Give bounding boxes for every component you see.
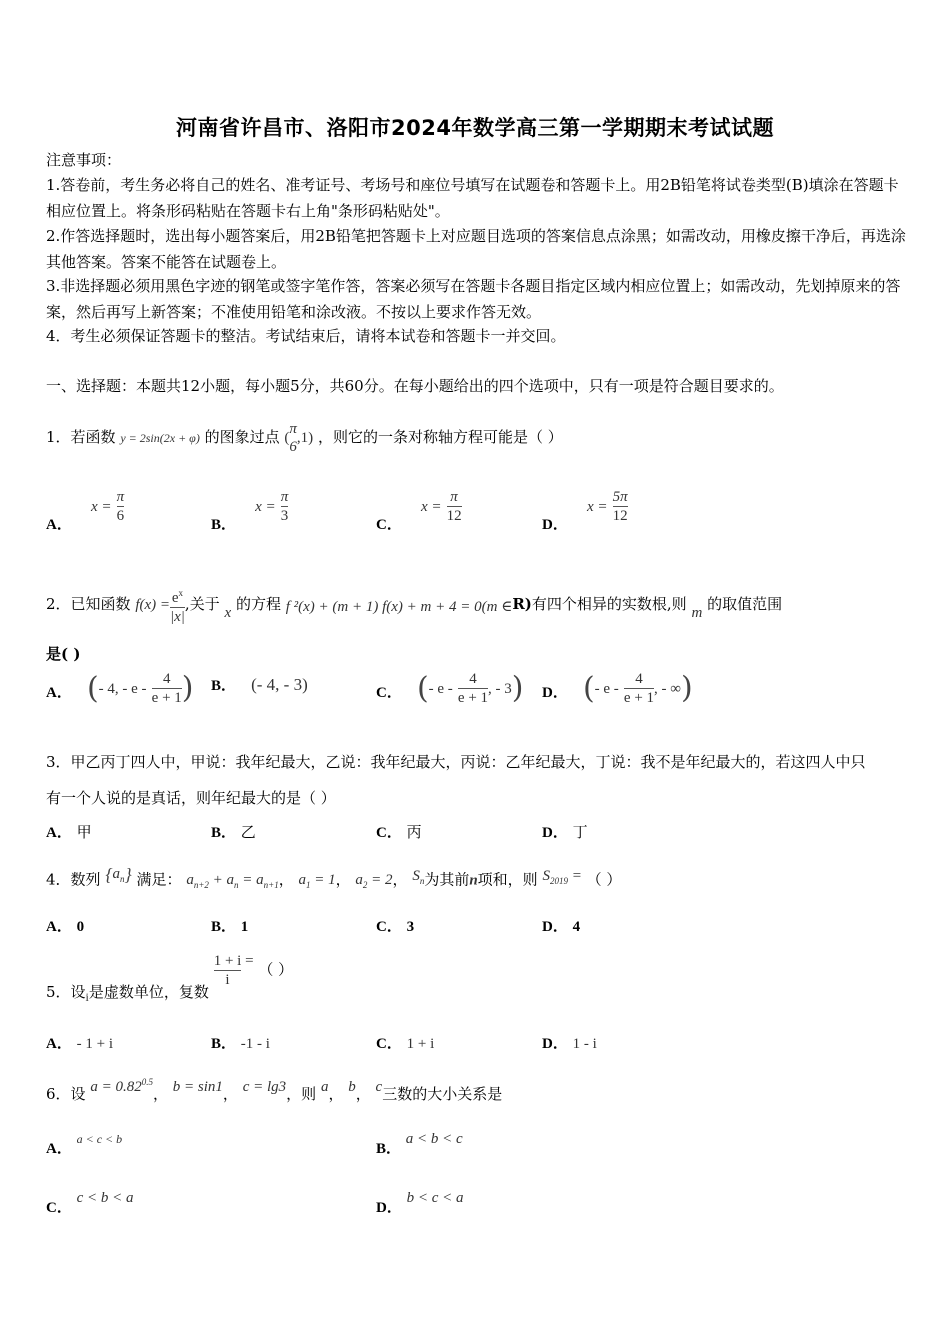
q4-a2: $a_2 = 2$	[355, 872, 393, 891]
q1-option-b-fraction: $\frac{\pi}{3}$	[280, 489, 289, 524]
notice-item-1: 1.答卷前，考生务必将自己的姓名、准考证号、考场号和座位号填写在试题卷和答题卡上。用2B铅笔将试卷类型(B)填涂在答题卡相应位置上。将条形码粘贴在答题卡右上角"条形码粘贴处"。	[46, 176, 899, 220]
q1-mid: 的图象过点	[204, 428, 280, 446]
q4-option-c[interactable]: C． 3	[376, 919, 415, 935]
q5-i: i	[85, 989, 89, 1004]
question-1	[46, 420, 563, 456]
q1-suffix: ，则它的一条对称轴方程可能是（ ）	[317, 428, 563, 446]
q4-n: n	[469, 872, 478, 889]
q3-option-c[interactable]: C． 丙	[376, 823, 422, 841]
notice-item-4: 4．考生必须保证答题卡的整洁。考试结束后，请将本试卷和答题卡一并交回。	[46, 327, 566, 345]
q6-option-a[interactable]: A． a < c < b	[46, 1132, 123, 1157]
q2-f-fraction: $\frac{e^x}{|x|}$	[170, 588, 185, 625]
q3-line2: 有一个人说的是真话，则年纪最大的是（ ）	[46, 789, 336, 807]
q4-option-d[interactable]: D． 4	[542, 919, 581, 935]
q2-option-d-fraction: $\frac{4}{e + 1}$	[623, 671, 655, 706]
notice-item-2: 2.作答选择题时，选出每小题答案后，用2B铅笔把答题卡上对应题目选项的答案信息点涂黑；如需改动，用橡皮擦干净后，再选涂其他答案。答案不能答在试题卷上。	[46, 227, 906, 271]
q4-suffix: （ ）	[586, 870, 622, 889]
q4-recurrence: $a_{n+2} + a_n = a_{n+1}$	[186, 872, 279, 891]
question-6: 6．设 $a = 0.82^{0.5}$， b = sin1， c = lg3，则 a， b， c三数的大小关系是	[46, 1077, 503, 1103]
q4-s2019: $S_{2019}$ =	[542, 868, 582, 887]
q1-option-a-fraction: $\frac{\pi}{6}$	[116, 489, 125, 524]
q1-point-close: ,1)	[296, 430, 314, 446]
q2-mid2: 的方程	[235, 595, 281, 613]
q4-mid2: 为其前	[424, 870, 470, 889]
q3-option-b[interactable]: B． 乙	[211, 823, 256, 841]
q1-point-fraction: π 6	[289, 421, 297, 455]
q5-option-a[interactable]: A． - 1 + i	[46, 1036, 113, 1052]
q5-option-c[interactable]: C． 1 + i	[376, 1036, 435, 1052]
q6-b-def: b = sin1	[172, 1079, 223, 1095]
q3-line1: 3．甲乙丙丁四人中，甲说：我年纪最大，乙说：我年纪最大，丙说：乙年纪最大，丁说：我不是年纪最大的，若这四人中只	[46, 753, 866, 771]
question-2	[46, 584, 782, 626]
q5-suffix: （ ）	[258, 960, 294, 979]
q2-R: R)	[512, 595, 532, 613]
q4-sn: $S_n$	[412, 868, 425, 887]
q2-option-c[interactable]: C． (- e - $\frac{4}{e + 1}$ , - 3)	[376, 670, 524, 706]
q2-mid1: ,关于	[184, 595, 220, 613]
question-4: 4．数列 $\{a_n\}$ 满足： $a_{n+2} + a_n = a_{n+1}$， $a_1 = 1$， $a_2 = 2$， $S_n$为其前n项和，则 $S_{2019}$ = （ ）	[46, 865, 622, 891]
section-heading: 一、选择题：本题共12小题，每小题5分，共60分。在每小题给出的四个选项中，只有一项是符合题目要求的。	[46, 377, 784, 395]
q4-option-a[interactable]: A． 0	[46, 919, 85, 935]
q4-option-b[interactable]: B． 1	[211, 919, 249, 935]
q4-mid3: 项和，则	[477, 870, 538, 889]
q5-fraction: $\frac{1 + i}{i}$	[213, 953, 242, 988]
q2-var: x	[224, 605, 232, 621]
q4-a1: $a_1 = 1$	[298, 872, 336, 891]
q5-mid: 是虚数单位，复数	[88, 982, 209, 1001]
q2-option-a-fraction: $\frac{4}{e + 1}$	[151, 671, 182, 706]
q1-function: y = 2sin(2x + φ)	[120, 431, 200, 445]
q4-mid1: 满足：	[136, 870, 182, 889]
q6-option-b[interactable]: B． a < b < c	[376, 1131, 463, 1157]
q2-equation: f ²(x) + (m + 1) f(x) + m + 4 = 0(m ∈	[285, 599, 513, 615]
q5-option-d[interactable]: D． 1 - i	[542, 1036, 597, 1052]
q2-m: m	[691, 605, 703, 621]
q3-option-d[interactable]: D． 丁	[542, 823, 588, 841]
q5-option-b[interactable]: B． -1 - i	[211, 1036, 270, 1052]
q4-sequence: $\{a_n\}$	[105, 865, 132, 885]
q1-option-c-fraction: $\frac{\pi}{12}$	[446, 489, 462, 524]
q1-point-open: (	[284, 430, 290, 446]
question-5: 5．设$_i$是虚数单位，复数 $\frac{1 + i}{i}$ = （ ）	[46, 952, 294, 1004]
q2-fx: f(x) =	[135, 597, 171, 613]
q1-option-d[interactable]: D． x = $\frac{5\pi}{12}$	[542, 489, 628, 533]
q6-c-def: c = lg3	[242, 1079, 287, 1095]
q4-prefix: 4．数列	[46, 870, 101, 889]
notice-item-3: 3.非选择题必须用黑色字迹的钢笔或签字笔作答，答案必须写在答题卡各题目指定区域内相应位置上；如需改动，先划掉原来的答案，然后再写上新答案；不准使用铅笔和涂改液。不按以上要求作答无效。	[46, 277, 901, 321]
notice-heading: 注意事项：	[46, 151, 122, 169]
q1-option-c[interactable]: C． x = $\frac{\pi}{12}$	[376, 489, 462, 533]
q2-option-a[interactable]: A． (- 4, - e - $\frac{4}{e + 1}$ )	[46, 670, 194, 706]
q5-prefix: 5．设	[46, 982, 86, 1001]
q1-option-b[interactable]: B． x = $\frac{\pi}{3}$	[211, 489, 289, 533]
q1-option-a[interactable]: A． x = $\frac{\pi}{6}$	[46, 489, 125, 533]
q6-b: b	[348, 1079, 356, 1095]
q6-a: a	[320, 1079, 329, 1095]
q6-a-def: $a = 0.82^{0.5}$	[90, 1077, 153, 1095]
q2-suffix: 的取值范围	[707, 595, 783, 613]
q6-mid: ，则	[286, 1085, 317, 1103]
q2-mid3: 有四个相异的实数根,则	[531, 595, 687, 613]
q6-c: c	[375, 1079, 383, 1095]
q6-prefix: 6．设	[46, 1085, 86, 1103]
q3-option-a[interactable]: A． 甲	[46, 823, 92, 841]
q2-option-c-fraction: $\frac{4}{e + 1}$	[457, 671, 489, 706]
q6-suffix: 三数的大小关系是	[382, 1085, 503, 1103]
q1-option-d-fraction: $\frac{5\pi}{12}$	[612, 489, 628, 524]
q6-option-c[interactable]: C． c < b < a	[46, 1190, 134, 1216]
q6-option-d[interactable]: D． b < c < a	[376, 1190, 464, 1216]
page-title: 河南省许昌市、洛阳市2024年数学高三第一学期期末考试试题	[176, 116, 774, 140]
q2-option-b[interactable]: B． (- 4, - 3)	[211, 675, 308, 694]
q2-line2: 是( )	[46, 645, 81, 663]
q2-option-d[interactable]: D． (- e - $\frac{4}{e + 1}$ , - ∞)	[542, 670, 693, 706]
q1-prefix: 1．若函数	[46, 428, 116, 446]
q2-prefix: 2．已知函数	[46, 595, 131, 613]
